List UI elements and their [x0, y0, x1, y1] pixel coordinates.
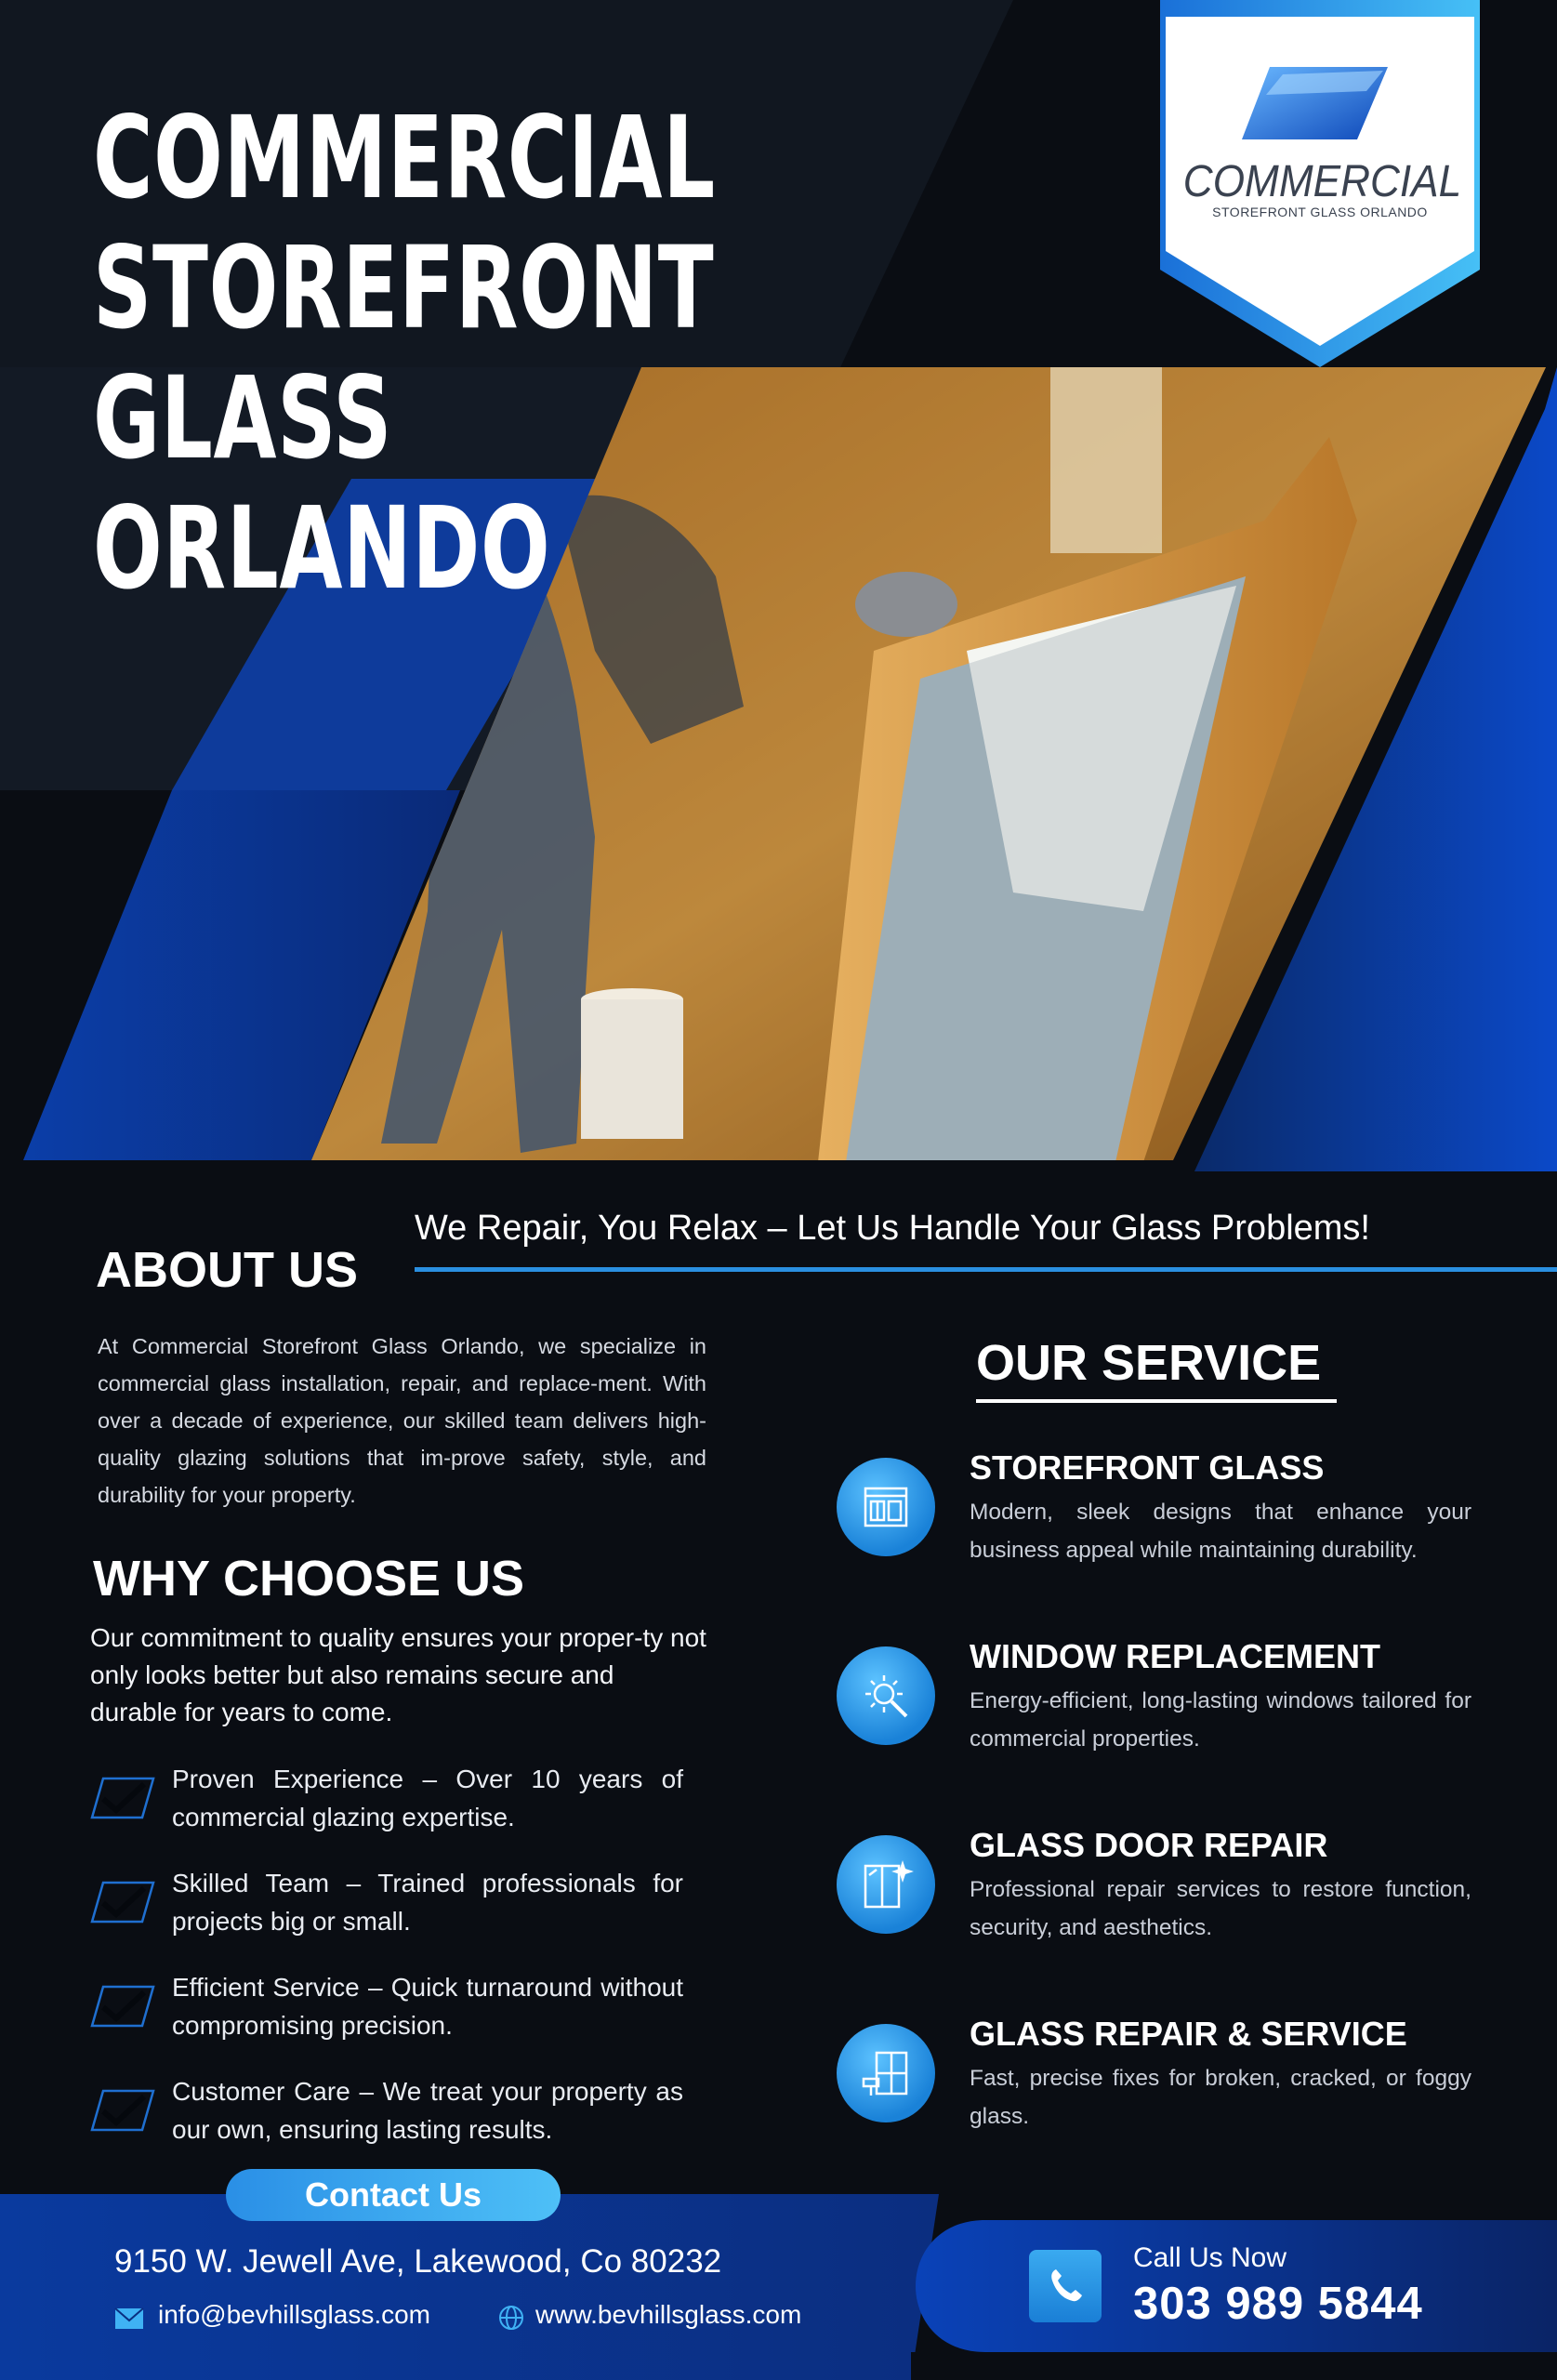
storefront-icon — [858, 1479, 914, 1535]
service-name: GLASS DOOR REPAIR — [970, 1826, 1328, 1864]
globe-icon — [498, 2305, 524, 2331]
feature-text: Efficient Service – Quick turnaround without compromising precision. — [172, 1973, 683, 2040]
window-tool-icon — [858, 2045, 914, 2101]
feature-text: Skilled Team – Trained professionals for projects big or small. — [172, 1869, 683, 1936]
service-icon-circle — [837, 1458, 935, 1556]
service-icon-circle — [837, 2024, 935, 2122]
checkbox-check-icon — [90, 1881, 155, 1924]
phone-icon-box[interactable] — [1029, 2250, 1102, 2322]
why-heading: WHY CHOOSE US — [93, 1551, 525, 1606]
service-name: WINDOW REPLACEMENT — [970, 1637, 1380, 1675]
service-name: GLASS REPAIR & SERVICE — [970, 2015, 1407, 2053]
about-heading: ABOUT US — [96, 1242, 358, 1298]
call-label: Call Us Now — [1133, 2242, 1287, 2273]
service-icon-circle — [837, 1835, 935, 1934]
service-desc: Energy-efficient, long-lasting windows tailored for commercial properties. — [970, 1688, 1471, 1752]
page-title — [93, 93, 762, 614]
contact-us-button[interactable]: Contact Us — [226, 2169, 561, 2221]
why-text: Our commitment to quality ensures your proper-ty not only looks better but also remains secure and durable for years to come. — [90, 1623, 706, 1726]
logo-wordmark: COMMERCIAL — [1182, 157, 1462, 206]
checkbox-check-icon — [90, 1985, 155, 2028]
phone-icon — [1045, 2266, 1086, 2307]
service-heading: OUR SERVICE — [976, 1335, 1322, 1391]
feature-text: Proven Experience – Over 10 years of commercial glazing expertise. — [172, 1765, 683, 1831]
feature-text: Customer Care – We treat your property as our own, ensuring lasting results. — [172, 2077, 683, 2144]
phone-number[interactable]: 303 989 5844 — [1133, 2279, 1423, 2329]
glass-door-sparkle-icon — [858, 1857, 914, 1912]
title-line-1: COMMERCIAL — [93, 92, 716, 224]
about-text: At Commercial Storefront Glass Orlando, we specialize in commercial glass installation, repair, and replace-ment. With over a decade of experience, our skilled team delivers high-quality glazing solutions that im-prove safety, style, and durability for your property. — [98, 1334, 706, 1507]
tagline: We Repair, You Relax – Let Us Handle Your Glass Problems! — [415, 1209, 1370, 1248]
service-desc: Professional repair services to restore function, security, and aesthetics. — [970, 1877, 1471, 1940]
address: 9150 W. Jewell Ave, Lakewood, Co 80232 — [114, 2243, 722, 2280]
logo-subtitle: STOREFRONT GLASS ORLANDO — [1212, 205, 1428, 219]
checkbox-check-icon — [90, 1777, 155, 1819]
tagline-underline — [415, 1267, 1557, 1272]
title-line-3: ORLANDO — [93, 483, 551, 615]
service-underline — [976, 1399, 1337, 1403]
checkbox-check-icon — [90, 2089, 155, 2132]
service-desc: Modern, sleek designs that enhance your business appeal while maintaining durability. — [970, 1500, 1471, 1563]
service-icon-circle — [837, 1646, 935, 1745]
title-line-2: STOREFRONT GLASS — [93, 222, 715, 484]
email-icon — [114, 2307, 144, 2330]
gear-wrench-icon — [858, 1668, 914, 1724]
email-link[interactable]: info@bevhillsglass.com — [158, 2300, 430, 2329]
service-name: STOREFRONT GLASS — [970, 1448, 1325, 1487]
service-desc: Fast, precise fixes for broken, cracked, or foggy glass. — [970, 2066, 1471, 2129]
website-link[interactable]: www.bevhillsglass.com — [535, 2300, 802, 2329]
